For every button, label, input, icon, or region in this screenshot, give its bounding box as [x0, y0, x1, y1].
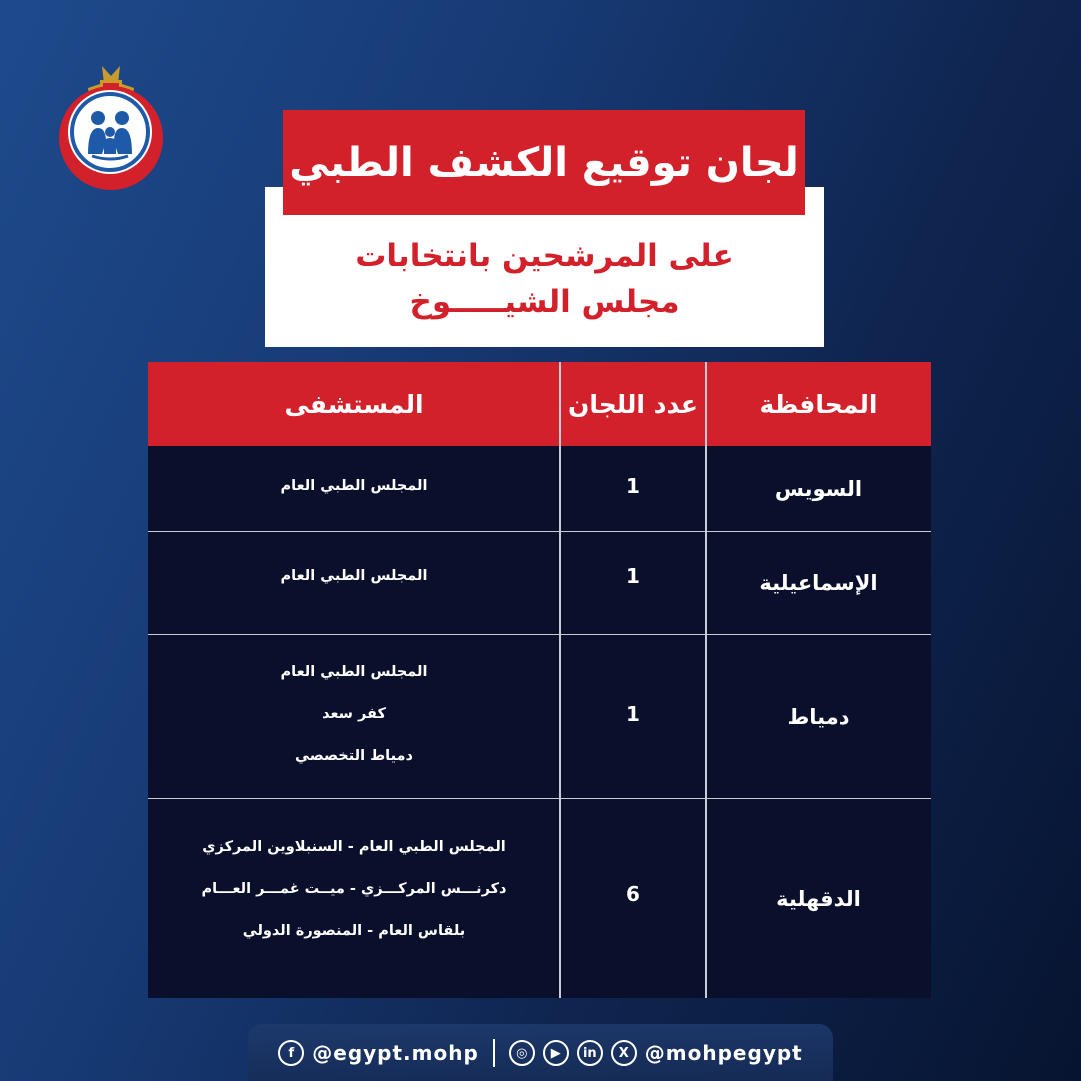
x-icon[interactable]: X: [611, 1040, 637, 1066]
hospital-name: المجلس الطبي العام: [280, 663, 428, 680]
social-handle[interactable]: @mohpegypt: [644, 1041, 803, 1065]
hospital-name: كفر سعد: [322, 705, 386, 722]
row-2-hospitals: [148, 532, 560, 620]
subtitle-line-1: على المرشحين بانتخابات: [355, 238, 734, 274]
row-4-hospitals: [148, 799, 560, 979]
linkedin-icon[interactable]: in: [577, 1040, 603, 1066]
row-3-hospitals: [148, 635, 560, 792]
header-committees: عدد اللجان: [568, 389, 698, 419]
row-3-governorate: دمياط: [787, 704, 850, 729]
divider: [493, 1039, 495, 1067]
title-banner: [283, 110, 805, 215]
row-2-committees: 1: [626, 564, 640, 588]
youtube-icon[interactable]: ▶: [543, 1040, 569, 1066]
row-4-governorate: الدقهلية: [776, 886, 861, 911]
hospital-name: دمياط التخصصي: [295, 747, 413, 764]
ministry-logo: [50, 62, 172, 192]
facebook-icon[interactable]: f: [278, 1040, 304, 1066]
hospital-name: المجلس الطبي العام: [280, 478, 428, 494]
hospital-name: المجلس الطبي العام - السنبلاوين المركزي: [202, 839, 506, 855]
instagram-icon[interactable]: ◎: [509, 1040, 535, 1066]
page-title: لجان توقيع الكشف الطبي: [289, 139, 799, 186]
row-1-governorate: السويس: [774, 476, 863, 501]
facebook-handle[interactable]: @egypt.mohp: [312, 1041, 479, 1065]
ministry-seal-icon: [50, 62, 172, 192]
row-3-committees: 1: [626, 701, 640, 726]
subtitle-line-2: مجلس الشيـــــوخ: [409, 284, 680, 320]
hospital-name: بلقاس العام - المنصورة الدولي: [242, 923, 466, 939]
row-4-committees: 6: [626, 881, 640, 906]
committees-table: [148, 362, 931, 998]
social-footer: [248, 1024, 833, 1081]
hospital-name: المجلس الطبي العام: [280, 568, 428, 584]
hospital-name: دكرنـــس المركـــزي - ميــت غمـــر العـــام: [201, 881, 507, 897]
row-1-hospitals: [148, 446, 560, 526]
row-2-governorate: الإسماعيلية: [759, 571, 878, 595]
header-hospital: المستشفى: [284, 389, 424, 419]
row-1-committees: 1: [626, 474, 640, 498]
header-governorate: المحافظة: [759, 389, 878, 419]
